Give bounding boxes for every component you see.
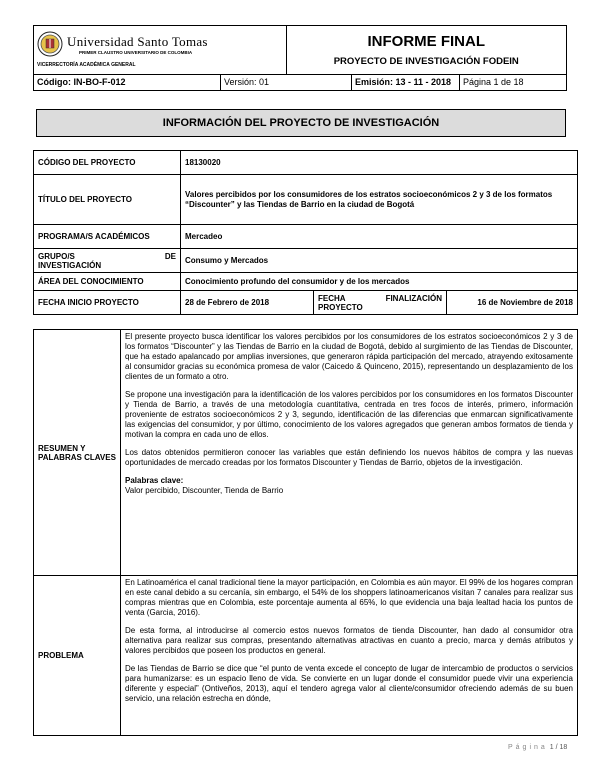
report-title: INFORME FINAL [367, 32, 485, 50]
university-name: Universidad Santo Tomas [67, 33, 208, 49]
fecha-inicio-label: FECHA INICIO PROYECTO [34, 291, 181, 315]
problema-label: PROBLEMA [34, 576, 121, 736]
problema-content [121, 576, 578, 736]
vicerrectoria-label: VICERRECTORÍA ACADÉMICA GENERAL [37, 62, 136, 69]
project-body-table [33, 329, 578, 736]
footer-page-number: 1 / 18 [549, 744, 568, 751]
codigo-proyecto-value: 18130020 [181, 151, 578, 175]
report-subtitle: PROYECTO DE INVESTIGACIÓN FODEIN [333, 55, 519, 67]
document-header [33, 25, 567, 91]
page-footer [508, 744, 567, 751]
university-logo-cell [34, 26, 287, 75]
problema-paragraph: En Latinoamérica el canal tradicional tiene la mayor participación, en Colombia es aún mayor. El 99% de los hogares compran en este canal debido a su cercanía, sin embargo, el 54% de los shoppers latinoamericanos visitan 7 canales para realizar sus compras mientras que en Colombia, este porcentaje aumenta al 65%, lo que evidencia una baja lealtad hacia los puntos de venta (Garcia, 2016). [125, 578, 573, 617]
version-cell: Versión: 01 [221, 74, 352, 90]
resumen-paragraph: Los datos obtenidos permitieron conocer las variables que están definiendo los nuevos hábitos de compra y las nuevas oportunidades de mercado creadas por los formatos Discounter y Tiendas de Barrio, objetos de la investigación. [125, 448, 573, 467]
university-seal-icon [37, 31, 63, 57]
footer-page-word: Página [508, 744, 548, 751]
codigo-cell: Código: IN-BO-F-012 [34, 74, 221, 90]
university-subtitle: PRIMER CLAUSTRO UNIVERSITARIO DE COLOMBIA [79, 49, 193, 55]
area-label: ÁREA DEL CONOCIMIENTO [34, 273, 181, 291]
area-value: Conocimiento profundo del consumidor y de los mercados [181, 273, 578, 291]
titulo-proyecto-value: Valores percibidos por los consumidores de los estratos socioeconómicos 2 y 3 de los formatos “Discounter” y las Tiendas de Barrio en la ciudad de Bogotá [181, 175, 578, 225]
fecha-fin-label: FECHA FINALIZACIÓN PROYECTO [314, 291, 447, 315]
problema-paragraph: De esta forma, al introducirse al comercio estos nuevos formatos de tienda Discounter, han dado al consumidor otra alternativa para realizar sus compras, presentando alternativas atractivas en cuanto a precio, marca y demás atributos y valores percibidos que poseen los productos en general. [125, 626, 573, 655]
section-banner: INFORMACIÓN DEL PROYECTO DE INVESTIGACIÓN [36, 109, 566, 137]
keywords-label: Palabras clave: [125, 476, 184, 485]
grupo-value: Consumo y Mercados [181, 249, 578, 273]
report-title-cell [286, 26, 567, 75]
keywords-value: Valor percibido, Discounter, Tienda de Barrio [125, 486, 284, 495]
programa-label: PROGRAMA/S ACADÉMICOS [34, 225, 181, 249]
fecha-inicio-value: 28 de Febrero de 2018 [181, 291, 314, 315]
resumen-label: RESUMEN Y PALABRAS CLAVES [34, 330, 121, 576]
resumen-paragraph: El presente proyecto busca identificar los valores percibidos por los consumidores de los estratos socioeconómicos 2 y 3 de los formatos “Discounter” y las Tiendas de Barrio en la ciudad de Bogotá, debido al surgimiento de las Tiendas de Discounter, que ha estado apalancado por amplias inversiones, que generaron rápida participación del mercado, atrayendo exitosamente al consumidor gracias su económica promesa de valor (Caicedo & Quinceno, 2015), representando un desplazamiento de los clientes de un formato a otro. [125, 332, 573, 381]
fecha-fin-value: 16 de Noviembre de 2018 [447, 291, 578, 315]
problema-paragraph: De las Tiendas de Barrio se dice que “el punto de venta excede el concepto de lugar de intercambio de productos o servicios para humanizarse: es un espacio lleno de vida. Se convierte en un lugar donde el consumidor puede vivir una experiencia diferente y especial” (Ontiveños, 2013), aquí el tendero agrega valor al cliente/consumidor ofreciendo además de su buen servicio, una relación estrecha en dónde, [125, 664, 573, 703]
resumen-content [121, 330, 578, 576]
project-info-table [33, 150, 578, 315]
pagina-cell: Página 1 de 18 [460, 74, 567, 90]
resumen-paragraph: Se propone una investigación para la identificación de los valores percibidos por los consumidores en los formatos Discounter y Tienda de Barrio, a través de una metodología cuantitativa, centrada en tres focos de interés, primero, información proveniente de estratos socioeconómicos 2 y 3, segundo, identificación de las diferencias que enmarcan significativamente las exigencias del consumidor, y por último, conocimiento de los valores agregados que generan ambos formatos de tienda y motivan la compra en cada uno de ellos. [125, 390, 573, 439]
grupo-label: GRUPO/S DE INVESTIGACIÓN [34, 249, 181, 273]
codigo-proyecto-label: CÓDIGO DEL PROYECTO [34, 151, 181, 175]
titulo-proyecto-label: TÍTULO DEL PROYECTO [34, 175, 181, 225]
emision-cell: Emisión: 13 - 11 - 2018 [352, 74, 460, 90]
programa-value: Mercadeo [181, 225, 578, 249]
